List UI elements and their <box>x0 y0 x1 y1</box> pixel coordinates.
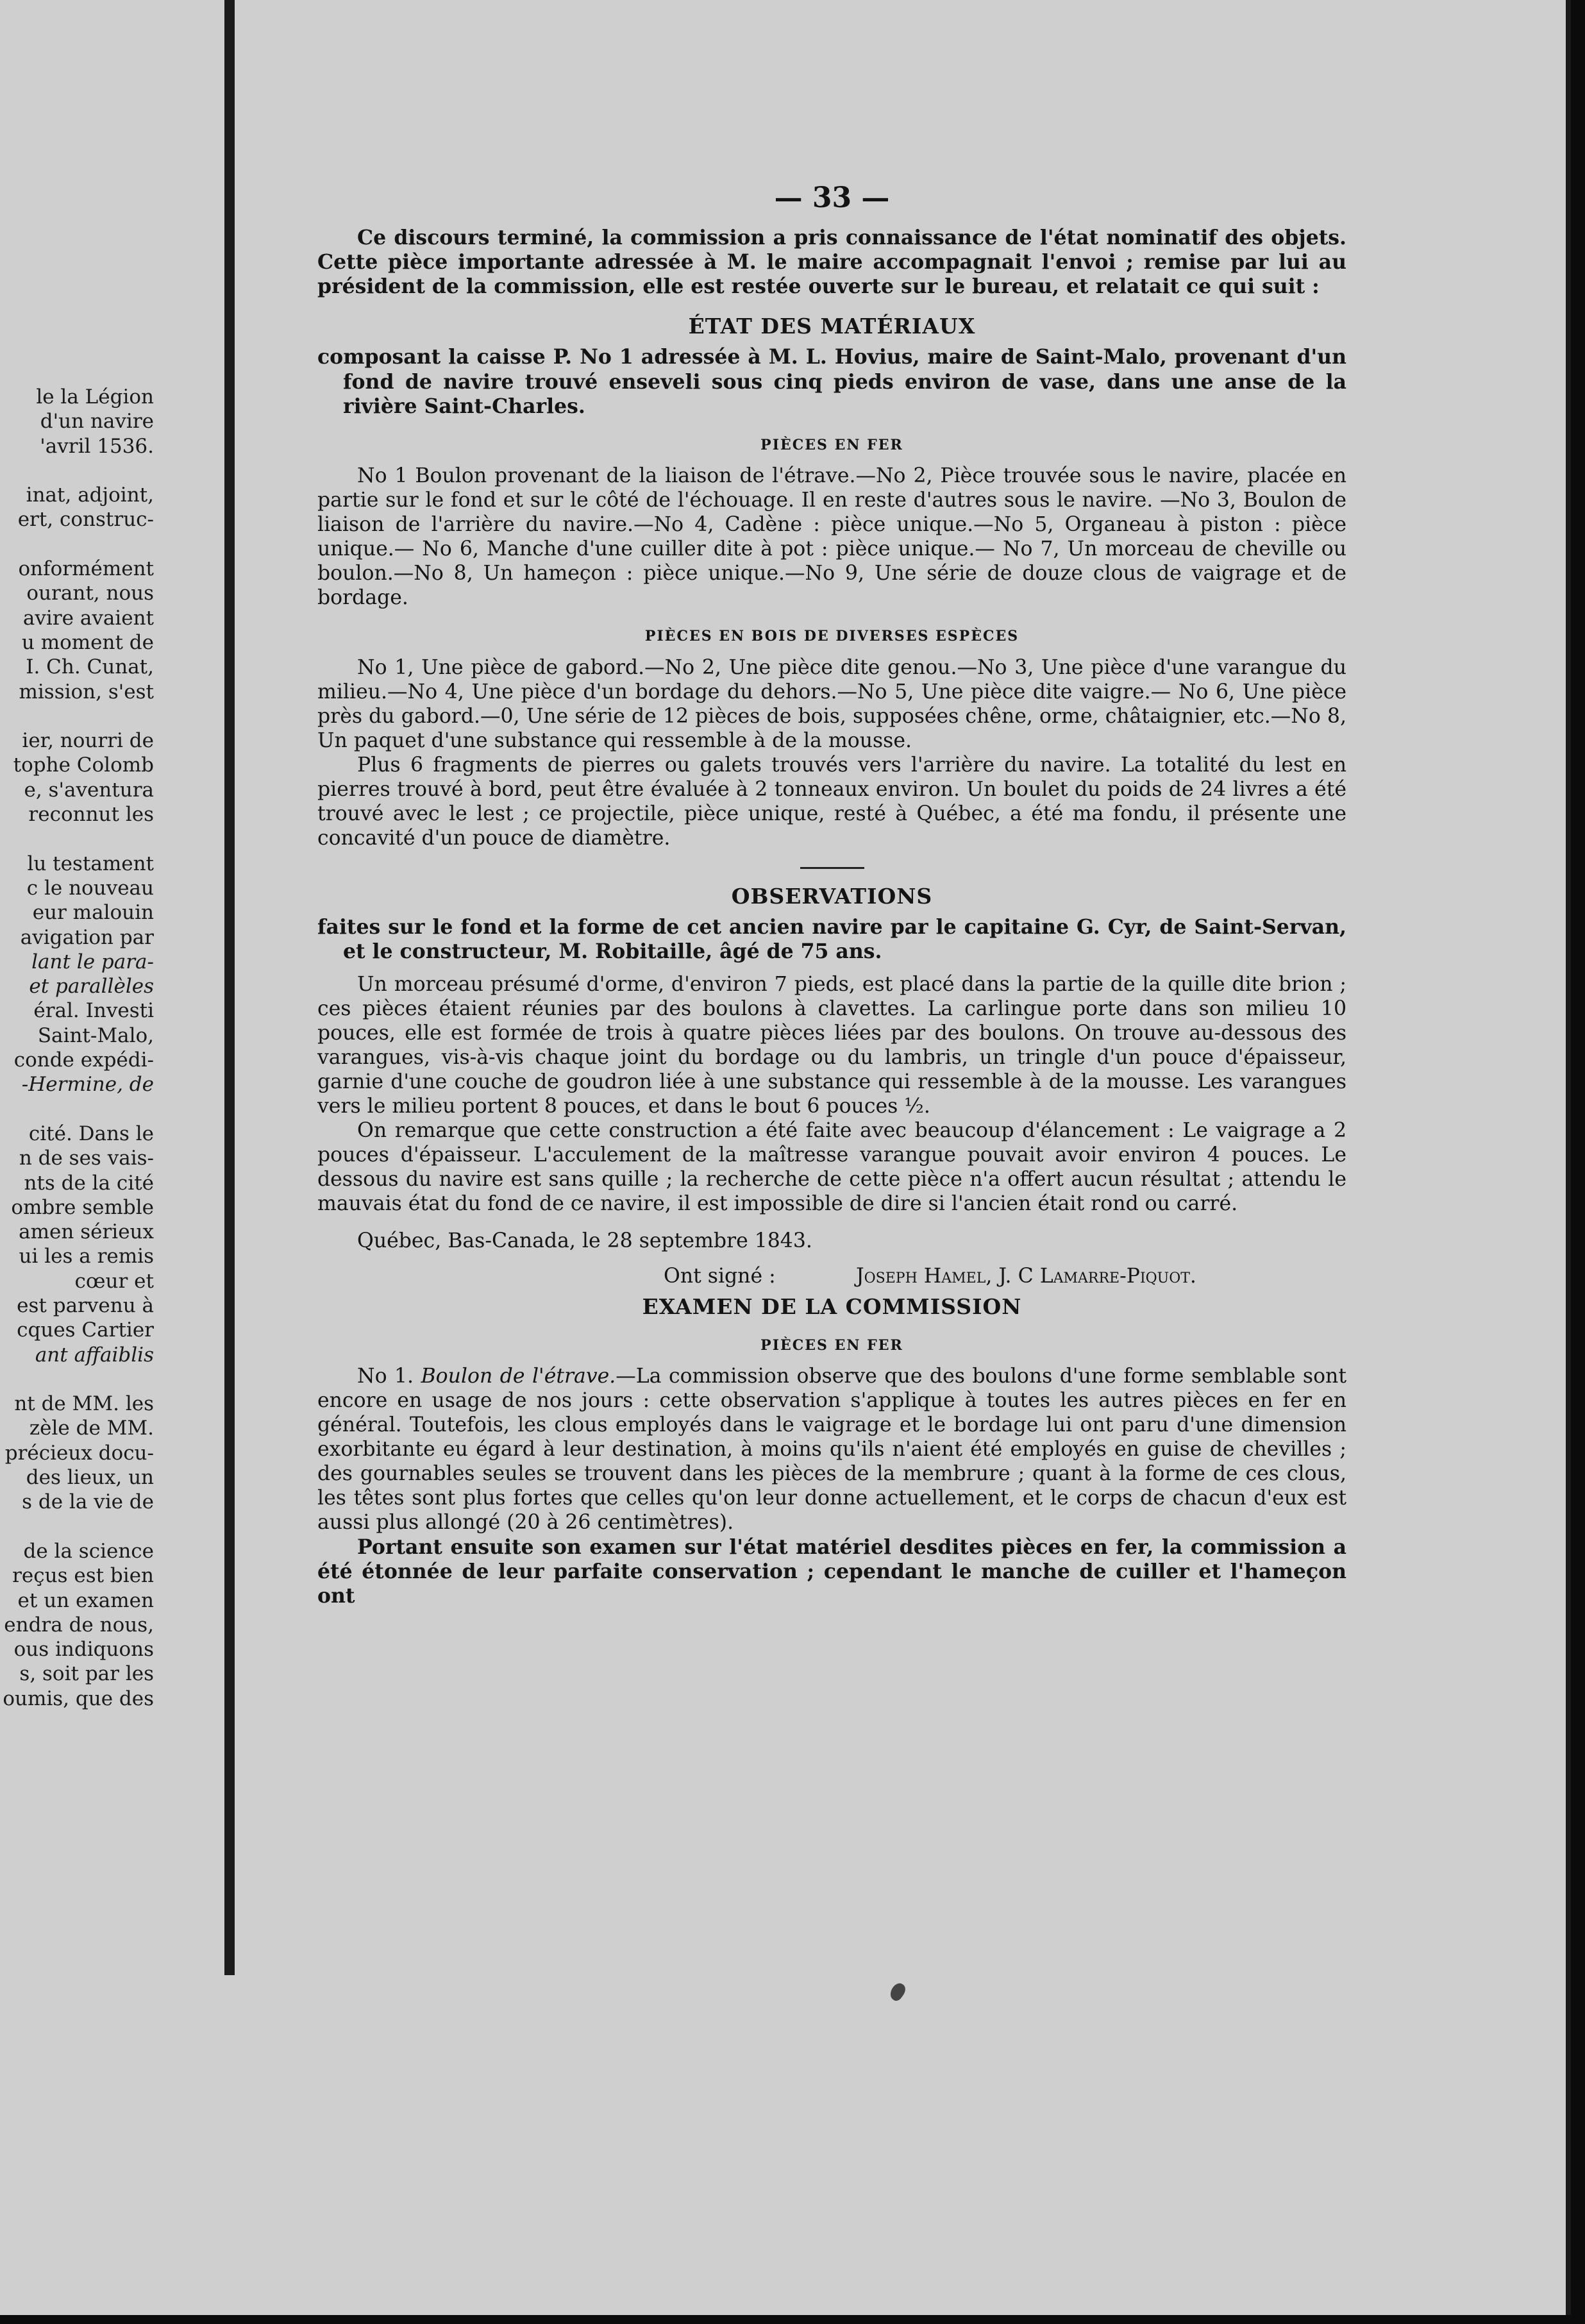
left-line: est parvenu à <box>17 1293 154 1317</box>
left-line: e, s'aventura <box>24 778 154 802</box>
left-line: conde expédi- <box>13 1048 154 1072</box>
heading-etat: ÉTAT DES MATÉRIAUX <box>688 314 976 339</box>
left-line: oumis, que des <box>3 1687 154 1710</box>
left-line: ui les a remis <box>19 1245 154 1268</box>
left-line: ier, nourri de <box>22 729 154 753</box>
main-column <box>317 181 1346 1608</box>
left-line: Saint-Malo, <box>37 1023 154 1047</box>
subheading-bois: PIÈCES EN BOIS DE DIVERSES ESPÈCES <box>644 628 1019 645</box>
left-line: nt de MM. les <box>14 1392 154 1416</box>
left-line: reconnut les <box>28 803 154 827</box>
subheading-fer: PIÈCES EN FER <box>760 436 903 453</box>
left-line: n de ses vais- <box>19 1147 154 1170</box>
left-line: inat, adjoint, <box>26 484 154 507</box>
observations-subtitle: faites sur le fond et la forme de cet ancien navire par le capitaine G. Cyr, de Saint-Servan, et le constructeur, M. Robitaille, âgé de 75 ans. <box>317 915 1346 964</box>
left-line: nts de la cité <box>24 1171 154 1195</box>
etat-description: composant la caisse P. No 1 adressée à M. L. Hovius, maire de Saint-Malo, provenant d'un fond de navire trouvé enseveli sous cinq pieds environ de vase, dans une anse de la rivière Saint-Charles. <box>317 345 1346 418</box>
signed-label: Ont signé : <box>664 1264 776 1288</box>
ink-blot <box>887 1981 908 2003</box>
subheading-fer-2: PIÈCES EN FER <box>760 1336 903 1354</box>
item-text: —La commission observe que des boulons d'une forme semblable sont encore en usage de nos jours : cette observation s'applique à toutes les autres pièces en fer en général. Toutefois, les clous employés dans le vaigrage et le bordage lui ont paru d'une dimension exorbitante eu égard à leur destination, à moins qu'ils n'aient été employés en guise de chevilles ; des gournables seules se trouvent dans les pièces de la membrure ; quant à la forme de ces clous, les têtes sont plus fortes que celles qu'on leur donne actuellement, et le corps de chacun d'eux est aussi plus allongé (20 à 26 centimètres). <box>317 1364 1346 1535</box>
left-line: lu testament <box>27 852 154 875</box>
left-line: endra de nous, <box>4 1613 154 1637</box>
page-number: — 33 — <box>774 181 890 214</box>
left-line: I. Ch. Cunat, <box>26 655 154 679</box>
left-line: lant le para- <box>31 950 154 973</box>
intro-paragraph: Ce discours terminé, la commission a pris connaissance de l'état nominatif des objets. Cette pièce importante adressée à M. le maire accompagnait l'envoi ; remise par lui au président de la commission, elle est restée ouverte sur le bureau, et relatait ce qui suit : <box>317 226 1346 299</box>
left-line: zèle de MM. <box>29 1417 154 1440</box>
left-line: 'avril 1536. <box>40 434 154 458</box>
heading-examen: EXAMEN DE LA COMMISSION <box>642 1293 1022 1319</box>
section-divider <box>800 867 864 869</box>
left-line: cœur et <box>74 1269 154 1293</box>
left-line: et parallèles <box>29 975 154 998</box>
left-line: ert, construc- <box>17 508 154 532</box>
left-line: cité. Dans le <box>28 1122 154 1145</box>
observations-paragraph-2: On remarque que cette construction a été faite avec beaucoup d'élancement : Le vaigrage a 2 pouces d'épaisseur. L'acculement de la maîtresse varangue pouvait avoir environ 4 pouces. Le dessous du navire est sans quille ; la recherche de cette pièce n'a offert aucun résultat ; attendu le mauvais état du fond de ce navire, il est impossible de dire si l'ancien était rond ou carré. <box>317 1119 1346 1216</box>
item-title: Boulon de l'étrave. <box>421 1364 616 1388</box>
left-line: ant affaiblis <box>35 1343 154 1367</box>
left-line: des lieux, un <box>26 1466 154 1490</box>
observations-paragraph-1: Un morceau présumé d'orme, d'environ 7 pieds, est placé dans la partie de la quille dite brion ; ces pièces étaient réunies par des boulons à clavettes. La carlingue porte dans son milieu 10 pouces, elle est formée de trois à quatre pièces liées par des boulons. On trouve au-dessous des varangues, vis-à-vis chaque joint du bordage ou du lambris, un tringle d'un pouce d'épaisseur, garnie d'une couche de goudron liée à une substance qui ressemble à de la mousse. Les varangues vers le milieu portent 8 pouces, et dans le bout 6 pouces ½. <box>317 972 1346 1118</box>
date-line: Québec, Bas-Canada, le 28 septembre 1843. <box>357 1229 812 1253</box>
left-line: le la Légion <box>36 385 154 408</box>
signatories: Joseph Hamel, J. C Lamarre-Piquot. <box>856 1264 1196 1288</box>
left-line: d'un navire <box>40 410 154 434</box>
left-line: -Hermine, de <box>21 1073 154 1097</box>
gutter-rule <box>224 0 235 1975</box>
left-line: mission, s'est <box>19 680 154 703</box>
left-line: avire avaient <box>22 606 154 630</box>
left-line: et un examen <box>17 1588 154 1612</box>
left-line: tophe Colomb <box>13 754 154 777</box>
left-line: cques Cartier <box>17 1318 154 1342</box>
left-line: éral. Investi <box>33 999 154 1023</box>
signature-line <box>317 1264 1346 1288</box>
left-line: précieux docu- <box>4 1441 154 1465</box>
fer-paragraph: No 1 Boulon provenant de la liaison de l'étrave.—No 2, Pièce trouvée sous le navire, placée en partie sur le fond et sur le côté de l'échouage. Il en reste d'autres sous le navire. —No 3, Boulon de liaison de l'arrière du navire.—No 4, Cadène : pièce unique.—No 5, Organeau à piston : pièce unique.— No 6, Manche d'une cuiller dite à pot : pièce unique.— No 7, Un morceau de cheville ou boulon.—No 8, Un hameçon : pièce unique.—No 9, Une série de douze clous de vaigrage et de bordage. <box>317 464 1346 610</box>
left-line: ous indiquons <box>13 1638 154 1662</box>
heading-observations: OBSERVATIONS <box>731 884 933 909</box>
examen-paragraph-2: Portant ensuite son examen sur l'état matériel desdites pièces en fer, la commission a été étonnée de leur parfaite conservation ; cependant le manche de cuiller et l'hameçon ont <box>317 1535 1346 1608</box>
left-line: amen sérieux <box>19 1220 154 1244</box>
examen-paragraph-1 <box>317 1364 1346 1535</box>
left-line: u moment de <box>21 630 154 654</box>
bois-paragraph: No 1, Une pièce de gabord.—No 2, Une pièce dite genou.—No 3, Une pièce d'une varangue du milieu.—No 4, Une pièce d'un bordage du dehors.—No 5, Une pièce dite vaigre.— No 6, Une pièce près du gabord.—0, Une série de 12 pièces de bois, supposées chêne, orme, châtaignier, etc.—No 8, Un paquet d'une substance qui ressemble à de la mousse. <box>317 655 1346 752</box>
left-line: avigation par <box>20 925 154 949</box>
left-line: onformément <box>18 557 154 581</box>
item-number: No 1. <box>357 1364 414 1388</box>
left-line: eur malouin <box>32 901 154 925</box>
left-line: ourant, nous <box>26 582 154 605</box>
left-line: s, soit par les <box>19 1662 154 1686</box>
left-line: ombre semble <box>11 1195 154 1219</box>
left-line: reçus est bien <box>12 1564 154 1588</box>
previous-page-column <box>0 385 154 1711</box>
left-line: c le nouveau <box>26 876 154 900</box>
left-line: s de la vie de <box>22 1490 154 1514</box>
left-line: de la science <box>23 1539 154 1563</box>
plus-paragraph: Plus 6 fragments de pierres ou galets trouvés vers l'arrière du navire. La totalité du lest en pierres trouvé à bord, peut être évaluée à 2 tonneaux environ. Un boulet du poids de 24 livres a été trouvé avec le lest ; ce projectile, pièce unique, resté à Québec, a été ma fondu, il présente une concavité d'un pouce de diamètre. <box>317 753 1346 850</box>
